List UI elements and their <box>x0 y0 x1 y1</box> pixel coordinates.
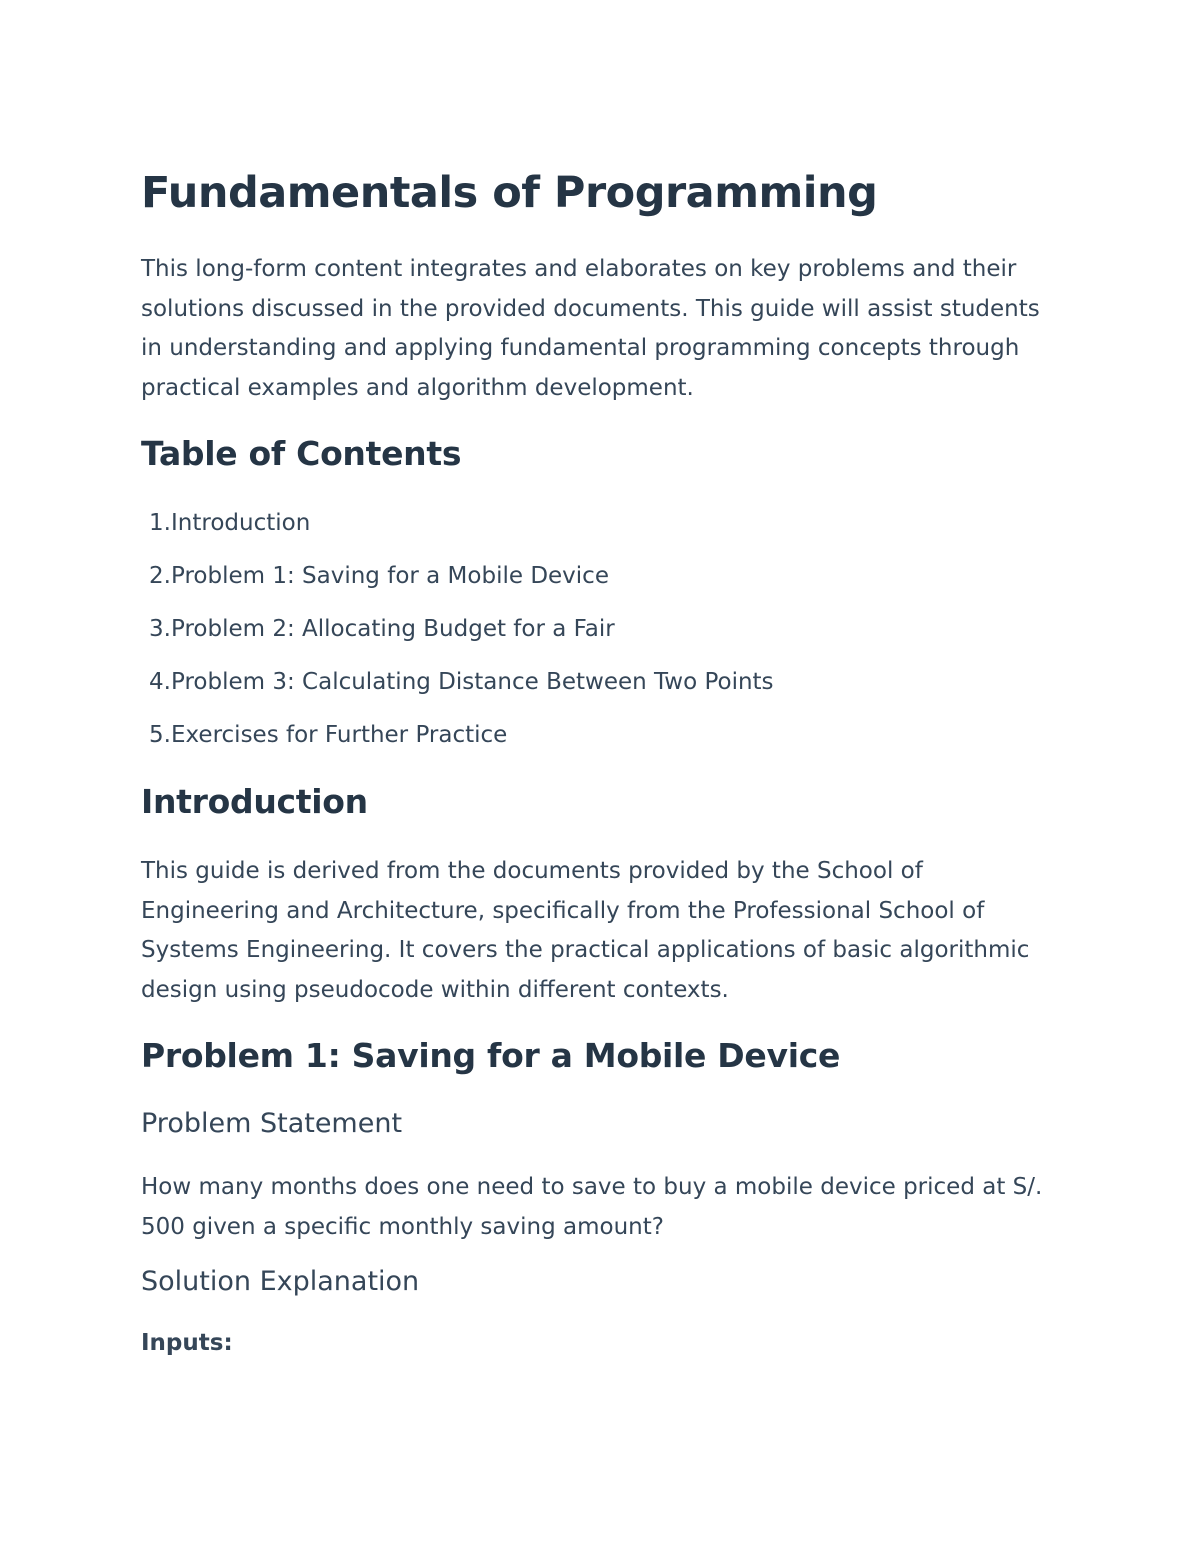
toc-item-introduction <box>141 504 774 557</box>
toc-item-problem-1 <box>141 557 774 610</box>
toc-item-label: Problem 2: Allocating Budget for a Fair <box>171 616 615 642</box>
problem-statement-heading: Problem Statement <box>141 1108 403 1139</box>
toc-item-problem-2 <box>141 610 774 663</box>
document-title: Fundamentals of Programming <box>141 168 878 218</box>
problem-statement-text: How many months does one need to save to buy a mobile device priced at S/. 500 given a specific monthly saving amount? <box>141 1174 1043 1240</box>
toc-list <box>141 504 774 769</box>
toc-item-label: Introduction <box>171 510 311 536</box>
toc-item-number: 2. <box>149 563 171 589</box>
toc-item-number: 3. <box>149 616 171 642</box>
toc-item-label: Exercises for Further Practice <box>171 722 508 748</box>
toc-item-problem-3 <box>141 663 774 716</box>
toc-item-number: 4. <box>149 669 171 695</box>
inputs-label: Inputs: <box>141 1330 233 1356</box>
problem-1-heading: Problem 1: Saving for a Mobile Device <box>141 1036 841 1075</box>
intro-paragraph: This long-form content integrates and elaborates on key problems and their solutions discussed in the provided documents. This guide will assist students in understanding and applying fundamental programming concepts through practical examples and algorithm development. <box>141 256 1040 401</box>
toc-item-exercises <box>141 716 774 769</box>
introduction-heading: Introduction <box>141 782 368 821</box>
toc-item-number: 1. <box>149 510 171 536</box>
toc-item-label: Problem 3: Calculating Distance Between Two Points <box>171 669 774 695</box>
toc-item-label: Problem 1: Saving for a Mobile Device <box>171 563 609 589</box>
toc-item-number: 5. <box>149 722 171 748</box>
introduction-paragraph: This guide is derived from the documents provided by the School of Engineering and Architecture, specifically from the Professional School of Systems Engineering. It covers the practical applications of basic algorithmic design using pseudocode within different contexts. <box>141 858 1030 1003</box>
solution-explanation-heading: Solution Explanation <box>141 1266 420 1297</box>
toc-heading: Table of Contents <box>141 434 462 473</box>
